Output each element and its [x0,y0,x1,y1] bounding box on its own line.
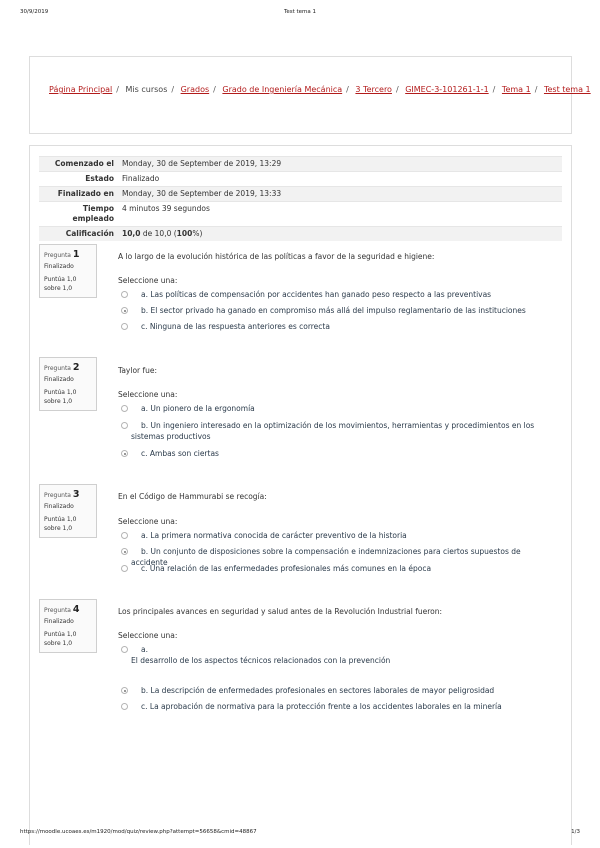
question-state: Finalizado [44,618,74,625]
breadcrumb: Página Principal / Mis cursos / Grados / Grado de Ingeniería Mecánica / 3 Tercero / GIMEC-3-101261-1-1 / Tema 1 / Test tema 1 [49,85,591,94]
radio-icon[interactable] [121,422,128,429]
breadcrumb-home[interactable]: Página Principal [49,85,113,94]
summary-label: Comenzado el [39,157,118,172]
question-grade: Puntúa 1,0 sobre 1,0 [44,516,77,532]
grade-score: 10,0 [122,229,141,238]
question-number: Pregunta 4 [44,604,80,615]
radio-selected-icon[interactable] [121,450,128,457]
print-header [0,9,600,19]
summary-label: Estado [39,172,118,187]
answer-option[interactable]: a. La primera normativa conocida de carácter preventivo de la historia [118,530,558,541]
attempt-summary-table [39,156,562,241]
breadcrumb-asignatura[interactable]: GIMEC-3-101261-1-1 [405,85,489,94]
answer-option[interactable]: b. Un conjunto de disposiciones sobre la compensación e indemnizaciones para ciertos supuestos de accidente [118,546,558,568]
summary-value [118,227,562,242]
select-one-label: Seleccione una: [118,276,178,285]
radio-selected-icon[interactable] [121,548,128,555]
question-text-1: A lo largo de la evolución histórica de las políticas a favor de la seguridad e higiene: [118,252,435,261]
print-page-number: 1/3 [571,829,580,835]
breadcrumb-tema[interactable]: Tema 1 [501,85,531,94]
answer-option[interactable]: b. La descripción de enfermedades profesionales en sectores laborales de mayor peligrosidad [118,685,558,696]
question-info-3 [39,484,97,538]
summary-value: Monday, 30 de September de 2019, 13:33 [118,187,562,202]
answer-option[interactable]: c. La aprobación de normativa para la protección frente a los accidentes laborales en la minería [118,701,558,712]
answer-option[interactable]: c. Ninguna de las respuesta anteriores es correcta [118,321,558,332]
answer-option[interactable]: c. Ambas son ciertas [118,448,558,459]
breadcrumb-test[interactable]: Test tema 1 [543,85,591,94]
question-grade: Puntúa 1,0 sobre 1,0 [44,276,77,292]
summary-value: Monday, 30 de September de 2019, 13:29 [118,157,562,172]
question-text-2: Taylor fue: [118,366,158,375]
breadcrumb-grados[interactable]: Grados [180,85,210,94]
summary-label: Finalizado en [39,187,118,202]
summary-label: Calificación [39,227,118,242]
summary-row-finished [39,187,562,202]
select-one-label: Seleccione una: [118,631,178,640]
select-one-label: Seleccione una: [118,390,178,399]
question-text-3: En el Código de Hammurabi se recogía: [118,492,267,501]
select-one-label: Seleccione una: [118,517,178,526]
summary-value: 4 minutos 39 segundos [118,202,562,227]
radio-icon[interactable] [121,323,128,330]
radio-icon[interactable] [121,646,128,653]
question-info-1 [39,244,97,298]
print-url: https://moodle.ucoaes.es/m1920/mod/quiz/review.php?attempt=56658&cmid=48867 [20,829,257,835]
summary-row-started [39,157,562,172]
print-title: Test tema 1 [283,9,317,15]
question-number: Pregunta 3 [44,489,80,500]
summary-row-state [39,172,562,187]
print-date: 30/9/2019 [20,9,49,15]
radio-icon[interactable] [121,703,128,710]
question-state: Finalizado [44,503,74,510]
question-number: Pregunta 2 [44,362,80,373]
answer-option[interactable]: c. Una relación de las enfermedades profesionales más comunes en la época [118,563,558,574]
breadcrumb-mis-cursos: Mis cursos [125,85,168,94]
radio-icon[interactable] [121,291,128,298]
question-number: Pregunta 1 [44,249,80,260]
answer-option[interactable]: a. Un pionero de la ergonomía [118,403,558,414]
question-grade: Puntúa 1,0 sobre 1,0 [44,631,77,647]
radio-selected-icon[interactable] [121,307,128,314]
question-state: Finalizado [44,263,74,270]
summary-row-time [39,202,562,227]
question-info-4 [39,599,97,653]
question-text-4: Los principales avances en seguridad y salud antes de la Revolución Industrial fueron: [118,607,442,616]
question-state: Finalizado [44,376,74,383]
answer-option[interactable]: b. Un ingeniero interesado en la optimización de los movimientos, herramientas y procedimientos en los sistemas productivos [118,420,558,442]
radio-icon[interactable] [121,532,128,539]
answer-option[interactable]: a. El desarrollo de los aspectos técnicos relacionados con la prevención [118,644,558,666]
breadcrumb-grado[interactable]: Grado de Ingeniería Mecánica [222,85,343,94]
grade-close: %) [192,229,203,238]
breadcrumb-curso[interactable]: 3 Tercero [355,85,392,94]
radio-selected-icon[interactable] [121,687,128,694]
grade-out-of: de 10,0 ( [140,229,177,238]
question-info-2 [39,357,97,411]
answer-option[interactable]: b. El sector privado ha ganado en compromiso más allá del impulso reglamentario de las instituciones [118,305,558,316]
breadcrumb-panel [29,56,591,134]
answer-option[interactable]: a. Las políticas de compensación por accidentes han ganado peso respecto a las preventivas [118,289,558,300]
summary-row-grade [39,227,562,242]
radio-icon[interactable] [121,565,128,572]
summary-label: Tiempo empleado [39,202,118,227]
grade-percent: 100 [176,229,193,238]
answer-option-continuation: El desarrollo de los aspectos técnicos relacionados con la prevención [131,656,391,665]
question-grade: Puntúa 1,0 sobre 1,0 [44,389,77,405]
radio-icon[interactable] [121,405,128,412]
summary-value: Finalizado [118,172,562,187]
